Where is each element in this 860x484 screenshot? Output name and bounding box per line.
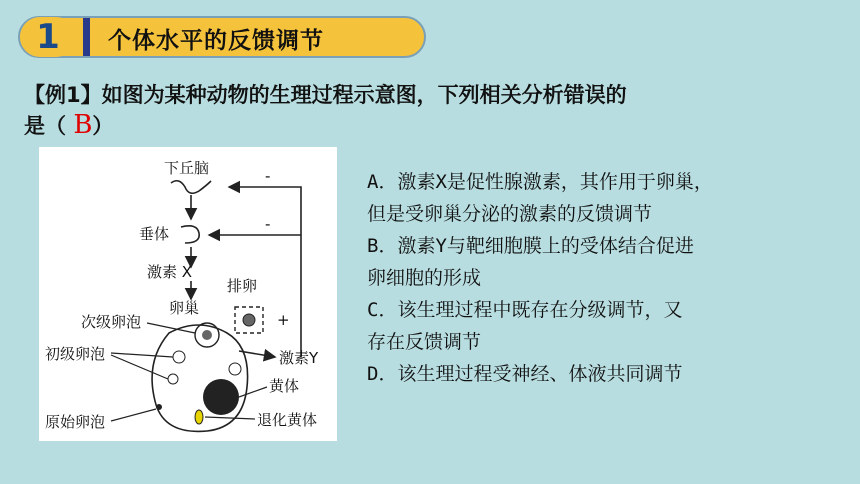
label-primary-follicle: 初级卵泡 — [45, 345, 106, 363]
corpus-albicans — [195, 410, 203, 424]
label-hormone-y: 激素Y — [279, 349, 319, 367]
label-primordial-follicle: 原始卵泡 — [45, 413, 106, 431]
question-text — [24, 80, 824, 141]
answer-options — [367, 166, 847, 390]
label-secondary-follicle: 次级卵泡 — [81, 313, 142, 331]
option-a-line-1: A．激素X是促性腺激素，其作用于卵巢， — [367, 171, 713, 193]
corpus-luteum — [203, 379, 239, 415]
option-c-line-1: C．该生理过程中既存在分级调节，又 — [367, 299, 683, 321]
label-ovary: 卵巢 — [169, 299, 200, 317]
option-b-line-2: 卵细胞的形成 — [367, 267, 482, 289]
label-corpus-luteum: 黄体 — [269, 377, 300, 395]
pituitary-shape — [181, 226, 199, 243]
label-ovulation: 排卵 — [227, 277, 258, 295]
label-pituitary: 垂体 — [139, 225, 170, 243]
label-minus-2: - — [265, 215, 271, 233]
option-b-line-1: B．激素Y与靶细胞膜上的受体结合促进 — [367, 235, 694, 257]
option-d-line-1: D．该生理过程受神经、体液共同调节 — [367, 363, 683, 385]
label-minus-1: - — [265, 167, 271, 185]
feedback-line-outer — [229, 187, 301, 357]
primary-follicle-2 — [168, 374, 178, 384]
label-corpus-albicans: 退化黄体 — [257, 411, 318, 429]
option-c-line-2: 存在反馈调节 — [367, 331, 482, 353]
answer-letter: B — [73, 110, 93, 140]
ovulated-egg — [243, 314, 255, 326]
physiology-diagram — [39, 147, 337, 441]
hypothalamus-shape — [171, 181, 211, 194]
question-line-1: 【例1】如图为某种动物的生理过程示意图，下列相关分析错误的 — [24, 83, 627, 107]
small-follicle — [229, 363, 241, 375]
label-hormone-x: 激素 X — [147, 263, 193, 281]
label-hypothalamus: 下丘脑 — [164, 159, 210, 177]
section-title: 个体水平的反馈调节 — [108, 28, 324, 54]
primary-follicle-1 — [173, 351, 185, 363]
header-divider — [83, 18, 90, 56]
section-number: 1 — [20, 17, 76, 57]
option-a-line-2: 但是受卵巢分泌的激素的反馈调节 — [367, 203, 653, 225]
question-line-2: 是（ B） — [24, 110, 114, 140]
label-plus: + — [277, 311, 290, 329]
primordial-follicle — [156, 404, 162, 410]
